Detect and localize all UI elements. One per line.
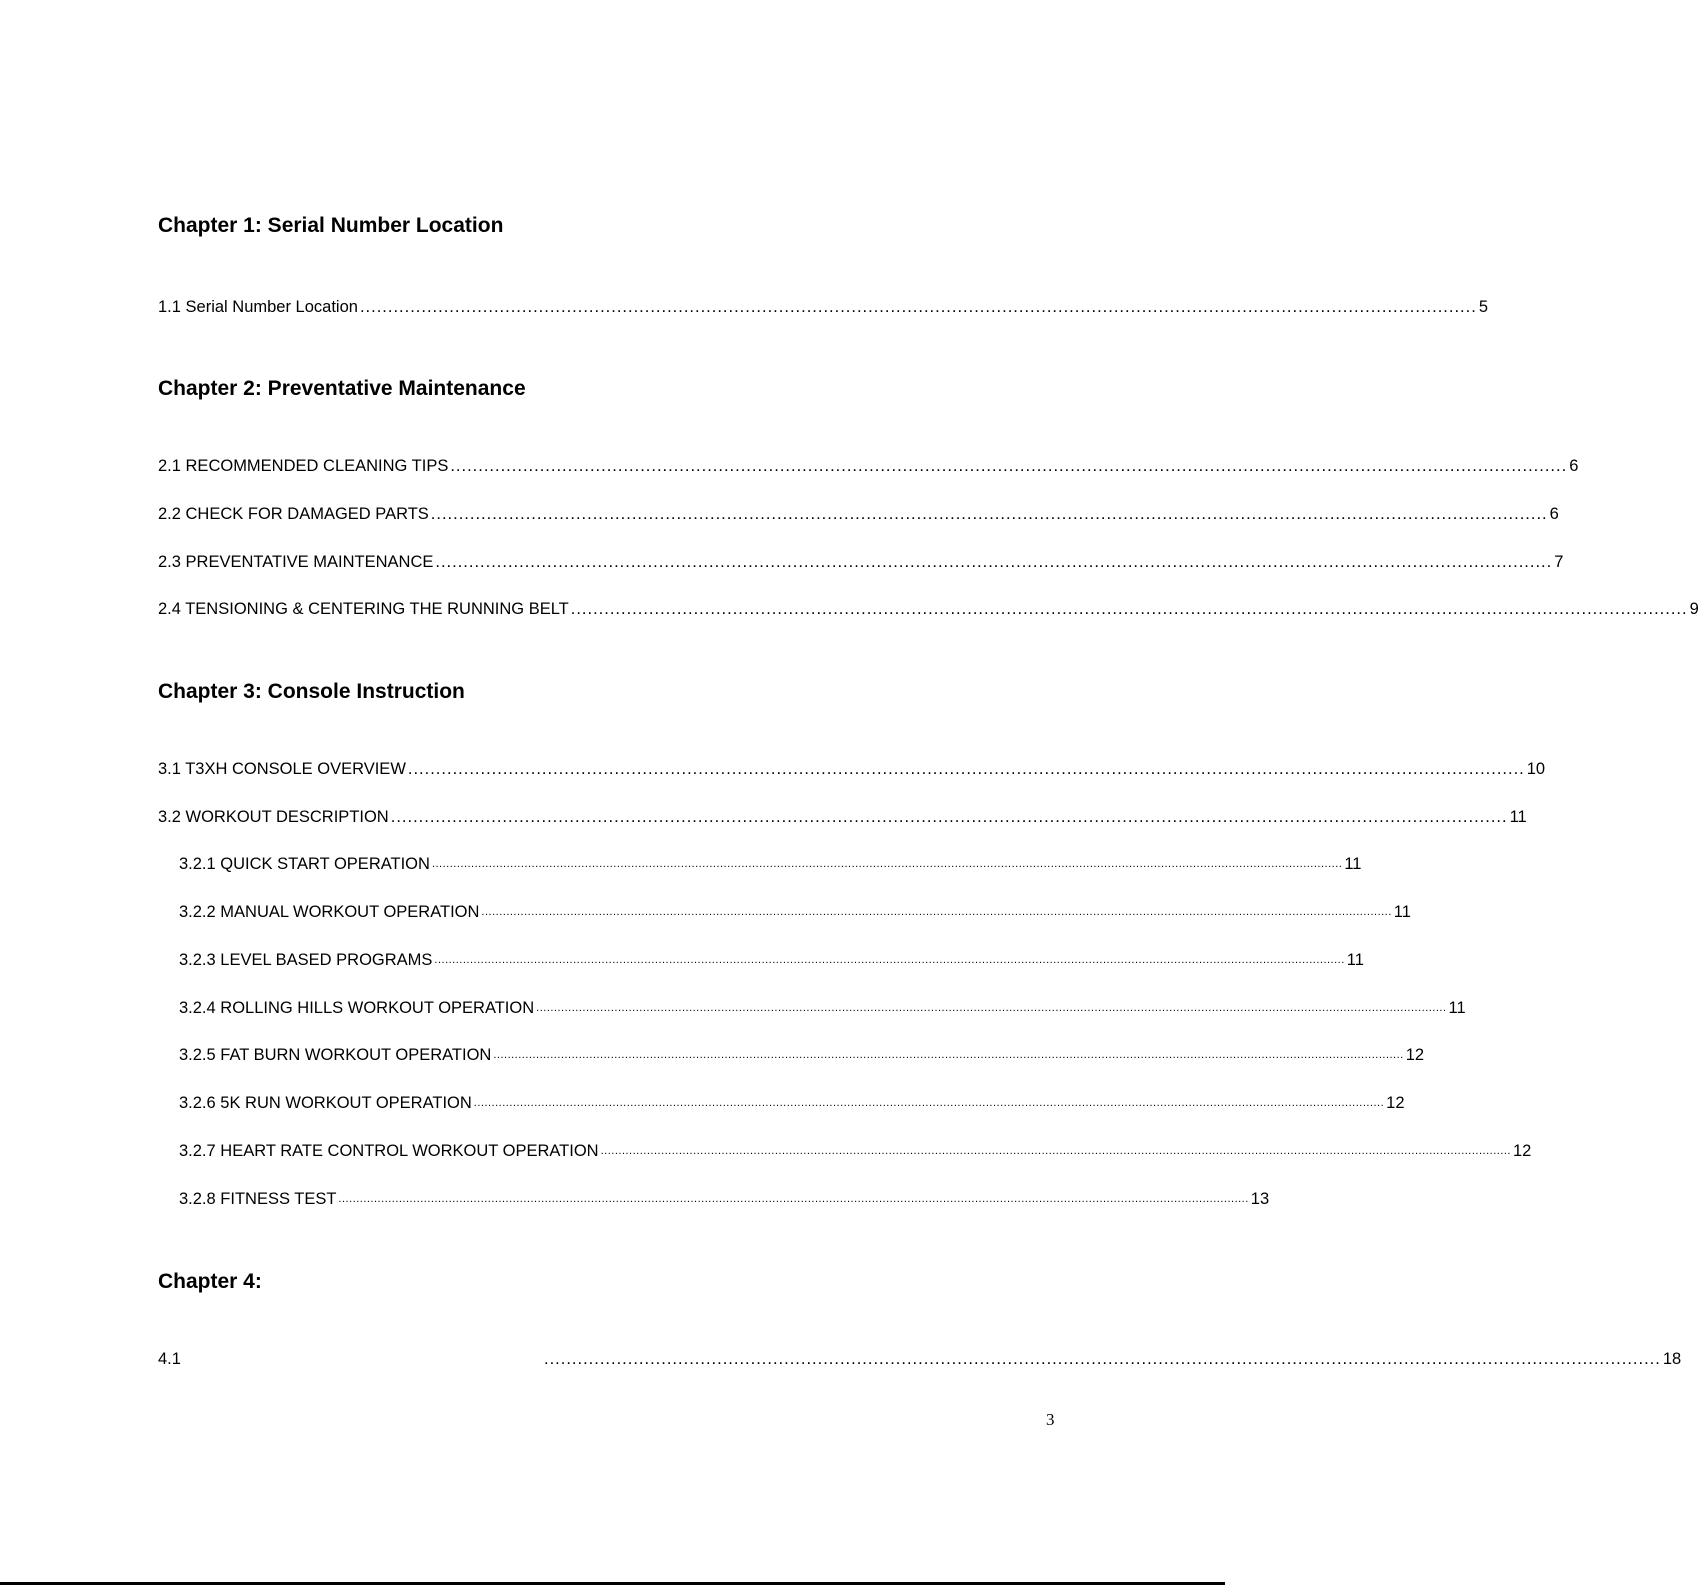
- toc-entry-4-1[interactable]: [158, 1348, 1682, 1370]
- toc-entry-3-2-3[interactable]: [179, 949, 1364, 971]
- chapter-2-heading: Chapter 2: Preventative Maintenance: [158, 377, 526, 400]
- toc-entry-3-2-6[interactable]: [179, 1092, 1405, 1114]
- toc-entry-label: 3.2.2 MANUAL WORKOUT OPERATION: [179, 903, 480, 921]
- toc-entry-label: 2.3 PREVENTATIVE MAINTENANCE: [158, 553, 434, 571]
- toc-entry-label: 3.2.7 HEART RATE CONTROL WORKOUT OPERATION: [179, 1142, 599, 1160]
- toc-entry-3-2-7[interactable]: [179, 1140, 1532, 1162]
- chapter-3-heading: Chapter 3: Console Instruction: [158, 680, 465, 703]
- dot-leader: ........................................................................................................................................................................................................: [407, 760, 1525, 778]
- toc-entry-label: 3.2.5 FAT BURN WORKOUT OPERATION: [179, 1046, 492, 1064]
- toc-entry-3-2[interactable]: [158, 806, 1527, 828]
- toc-entry-label: 2.4 TENSIONING & CENTERING THE RUNNING BELT: [158, 600, 569, 618]
- dot-leader: ................................................................................................................................................................................................................................................................: [338, 1193, 1249, 1205]
- dot-leader: ........................................................................................................................................................................................................: [544, 1350, 1661, 1368]
- toc-entry-3-2-5[interactable]: [179, 1044, 1425, 1066]
- toc-entry-page: 7: [1554, 553, 1564, 571]
- toc-entry-label: 3.2.6 5K RUN WORKOUT OPERATION: [179, 1094, 472, 1112]
- dot-leader: ................................................................................................................................................................................................................................................................: [493, 1049, 1404, 1061]
- toc-entry-page: 6: [1569, 457, 1579, 475]
- dot-leader: ................................................................................................................................................................................................................................................................: [431, 858, 1343, 870]
- toc-entry-page: 6: [1549, 505, 1559, 523]
- toc-entry-label: 2.1 RECOMMENDED CLEANING TIPS: [158, 457, 449, 475]
- toc-entry-page: 11: [1393, 903, 1411, 921]
- toc-entry-page: 13: [1250, 1190, 1270, 1208]
- toc-entry-3-2-1[interactable]: [179, 853, 1362, 875]
- dot-leader: ........................................................................................................................................................................................................: [450, 457, 1568, 475]
- toc-entry-page: 12: [1512, 1142, 1532, 1160]
- dot-leader: ........................................................................................................................................................................................................: [390, 808, 1508, 826]
- page-number: 3: [1046, 1410, 1055, 1429]
- toc-entry-2-3[interactable]: [158, 551, 1564, 573]
- dot-leader: ........................................................................................................................................................................................................: [435, 553, 1553, 571]
- toc-entry-label: 3.1 T3XH CONSOLE OVERVIEW: [158, 760, 406, 778]
- toc-entry-label: 3.2.4 ROLLING HILLS WORKOUT OPERATION: [179, 999, 535, 1017]
- dot-leader: ........................................................................................................................................................................................................: [570, 600, 1688, 618]
- toc-entry-page: 12: [1405, 1046, 1425, 1064]
- toc-entry-3-1[interactable]: [158, 758, 1546, 780]
- dot-leader: ........................................................................................................................................................................................................: [359, 298, 1477, 316]
- toc-entry-2-1[interactable]: [158, 455, 1579, 477]
- toc-entry-label: 2.2 CHECK FOR DAMAGED PARTS: [158, 505, 429, 523]
- toc-entry-label: 4.1: [158, 1350, 181, 1368]
- toc-entry-label: 3.2.3 LEVEL BASED PROGRAMS: [179, 951, 433, 969]
- toc-entry-2-4[interactable]: [158, 598, 1699, 620]
- dot-leader: ................................................................................................................................................................................................................................................................: [481, 906, 1392, 918]
- dot-leader: ................................................................................................................................................................................................................................................................: [434, 954, 1345, 966]
- toc-entry-page: 11: [1509, 808, 1527, 826]
- dot-leader: ........................................................................................................................................................................................................: [430, 505, 1548, 523]
- toc-entry-page: 11: [1448, 999, 1466, 1017]
- toc-entry-2-2[interactable]: [158, 503, 1559, 525]
- toc-entry-3-2-4[interactable]: [179, 997, 1466, 1019]
- dot-leader: ................................................................................................................................................................................................................................................................: [473, 1097, 1385, 1109]
- dot-leader: ................................................................................................................................................................................................................................................................: [536, 1002, 1447, 1014]
- toc-entry-page: 5: [1478, 298, 1488, 316]
- toc-entry-1-1[interactable]: [158, 296, 1488, 318]
- toc-entry-label: 3.2.1 QUICK START OPERATION: [179, 855, 430, 873]
- toc-entry-label: 3.2.8 FITNESS TEST: [179, 1190, 337, 1208]
- toc-entry-page: 11: [1346, 951, 1364, 969]
- toc-entry-3-2-2[interactable]: [179, 901, 1411, 923]
- dot-leader: ................................................................................................................................................................................................................................................................: [600, 1145, 1511, 1157]
- chapter-4-heading: Chapter 4:: [158, 1270, 262, 1293]
- toc-entry-label: 1.1 Serial Number Location: [158, 298, 358, 316]
- toc-entry-page: 10: [1526, 760, 1546, 778]
- toc-entry-label: 3.2 WORKOUT DESCRIPTION: [158, 808, 389, 826]
- toc-entry-page: 12: [1386, 1094, 1405, 1112]
- toc-entry-page: 11: [1344, 855, 1362, 873]
- chapter-1-heading: Chapter 1: Serial Number Location: [158, 214, 504, 237]
- toc-entry-3-2-8[interactable]: [179, 1188, 1270, 1210]
- toc-entry-page: 18: [1662, 1350, 1682, 1368]
- toc-entry-page: 9: [1689, 600, 1699, 618]
